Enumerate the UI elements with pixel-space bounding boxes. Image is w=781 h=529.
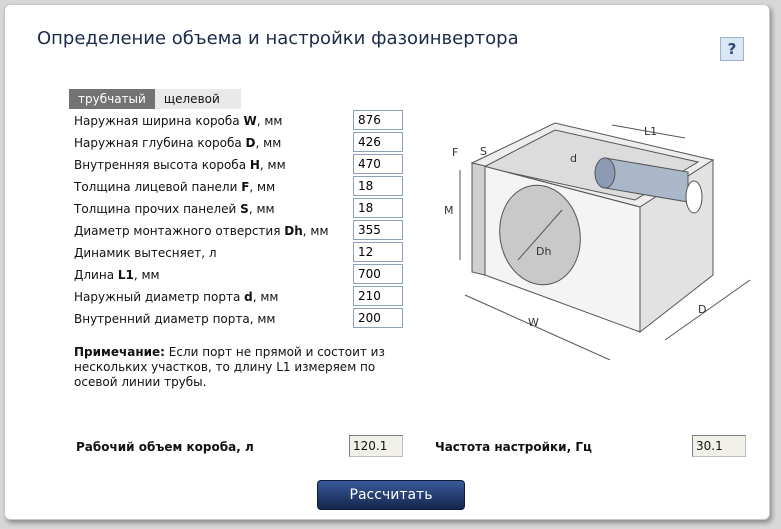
label-l1: L1 bbox=[644, 125, 658, 138]
param-label-text: Толщина лицевой панели bbox=[74, 180, 242, 194]
tab-tubular[interactable]: трубчатый bbox=[69, 89, 155, 109]
box-front-edge bbox=[472, 163, 485, 275]
param-label bbox=[74, 114, 282, 128]
param-label-symbol: Dh bbox=[284, 224, 303, 238]
param-input[interactable] bbox=[353, 242, 403, 262]
param-input[interactable] bbox=[353, 220, 403, 240]
param-label-text: Внутренняя высота короба bbox=[74, 158, 250, 172]
param-input[interactable] bbox=[353, 132, 403, 152]
param-label-symbol: H bbox=[249, 158, 260, 172]
port-hole bbox=[686, 181, 702, 213]
page-title: Определение объема и настройки фазоинвертора bbox=[37, 28, 519, 49]
param-row bbox=[74, 176, 414, 198]
help-button[interactable]: ? bbox=[720, 37, 744, 61]
param-row bbox=[74, 308, 414, 330]
param-label-unit: , мм bbox=[133, 268, 160, 282]
param-label bbox=[74, 268, 160, 282]
label-w: W bbox=[528, 316, 539, 329]
param-label-text: Наружный диаметр порта bbox=[74, 290, 245, 304]
frequency-label: Частота настройки, Гц bbox=[435, 440, 592, 454]
param-label-unit: , мм bbox=[255, 136, 282, 150]
label-m: M bbox=[444, 204, 454, 217]
param-input[interactable] bbox=[353, 154, 403, 174]
param-row bbox=[74, 132, 414, 154]
param-label bbox=[74, 136, 281, 150]
note-text bbox=[74, 345, 404, 390]
label-d-port: d bbox=[570, 152, 577, 165]
box-diagram bbox=[430, 110, 770, 360]
port-type-tabs bbox=[69, 89, 241, 109]
param-label bbox=[74, 180, 275, 194]
frequency-output: 30.1 bbox=[692, 435, 746, 457]
param-row bbox=[74, 286, 414, 308]
param-label-symbol: F bbox=[241, 180, 250, 194]
param-label-symbol: L1 bbox=[117, 268, 134, 282]
calculate-button[interactable]: Рассчитать bbox=[317, 480, 465, 510]
param-label-symbol: W bbox=[243, 114, 257, 128]
param-label-text: Наружная ширина короба bbox=[74, 114, 244, 128]
param-label bbox=[74, 224, 329, 238]
param-row bbox=[74, 154, 414, 176]
param-input[interactable] bbox=[353, 110, 403, 130]
param-row bbox=[74, 110, 414, 132]
tab-slot[interactable]: щелевой bbox=[155, 89, 241, 109]
param-label bbox=[74, 158, 286, 172]
param-label bbox=[74, 312, 275, 326]
param-row bbox=[74, 242, 414, 264]
param-input[interactable] bbox=[353, 176, 403, 196]
port-tube-end bbox=[595, 158, 615, 188]
param-label-unit: , мм bbox=[256, 114, 283, 128]
param-label-unit: , мм bbox=[249, 180, 276, 194]
note-body: Если порт не прямой и состоит из нескольких участков, то длину L1 измеряем по осевой линии трубы. bbox=[74, 345, 385, 389]
param-label-unit: , мм bbox=[259, 158, 286, 172]
param-input[interactable] bbox=[353, 308, 403, 328]
param-label bbox=[74, 246, 217, 260]
param-label-unit: , мм bbox=[252, 290, 279, 304]
param-input[interactable] bbox=[353, 286, 403, 306]
param-label-text: Толщина прочих панелей bbox=[74, 202, 241, 216]
param-row bbox=[74, 198, 414, 220]
note-title: Примечание: bbox=[74, 345, 165, 359]
param-label-text: Длина bbox=[74, 268, 118, 282]
volume-label: Рабочий объем короба, л bbox=[76, 440, 254, 454]
volume-output: 120.1 bbox=[349, 435, 403, 457]
param-label bbox=[74, 290, 278, 304]
param-label-text: Внутренний диаметр порта, мм bbox=[74, 312, 276, 326]
param-label-symbol: S bbox=[240, 202, 249, 216]
label-f: F bbox=[452, 146, 459, 159]
param-row bbox=[74, 220, 414, 242]
label-dh: Dh bbox=[536, 245, 552, 258]
param-row bbox=[74, 264, 414, 286]
param-label bbox=[74, 202, 275, 216]
param-input[interactable] bbox=[353, 198, 403, 218]
param-input[interactable] bbox=[353, 264, 403, 284]
param-label-unit: , мм bbox=[302, 224, 329, 238]
param-label-symbol: D bbox=[245, 136, 256, 150]
param-label-unit: , мм bbox=[248, 202, 275, 216]
param-label-text: Диаметр монтажного отверстия bbox=[74, 224, 285, 238]
label-s: S bbox=[480, 145, 487, 158]
label-d: D bbox=[698, 303, 707, 316]
param-label-text: Динамик вытесняет, л bbox=[74, 246, 217, 260]
param-label-symbol: d bbox=[244, 290, 253, 304]
param-label-text: Наружная глубина короба bbox=[74, 136, 246, 150]
